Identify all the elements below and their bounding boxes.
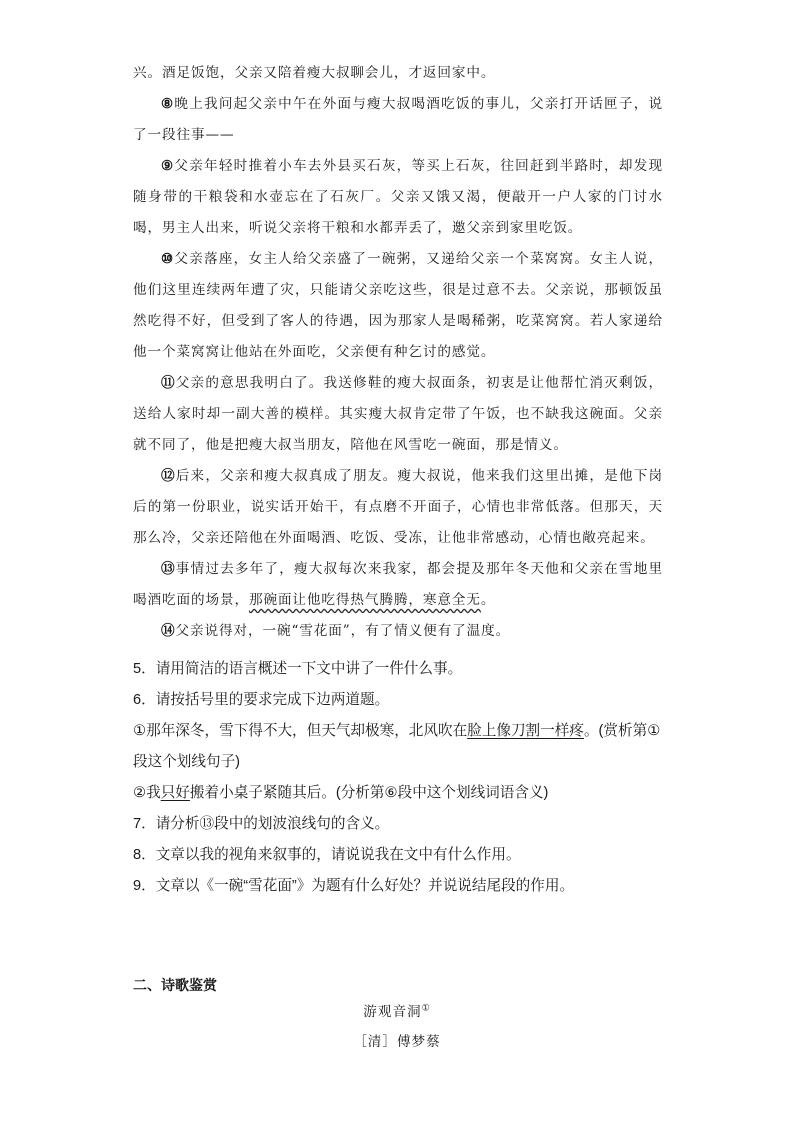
paragraph-10: ⑩父亲落座，女主人给父亲盛了一碗粥，又递给父亲一个菜窝窝。女主人说，他们这里连续两年遭了灾，只能请父亲吃这些，很是过意不去。父亲说，那顿饭虽然吃得不好，但受到了客人的待遇，因为那家人是喝稀粥，吃菜窝窝。若人家递给他一个菜窝窝让他站在外面吃，父亲便有种乞讨的感觉。 [133, 251, 664, 360]
questions-block [133, 654, 673, 902]
question-6-1: ①那年深冬，雪下得不大，但天气却极寒，北风吹在脸上像刀割一样疼。(赏析第①段这个划线句子) [133, 723, 661, 770]
question-5: 5．请用简洁的语言概述一下文中讲了一件什么事。 [133, 661, 463, 677]
story-passage [133, 58, 663, 647]
paragraph-12: ⑫后来，父亲和瘦大叔真成了朋友。瘦大叔说，他来我们这里出摊，是他下岗后的第一份职业，说实话开始干，有点磨不开面子，心情也非常低落。但那天，天那么冷，父亲还陪他在外面喝酒、吃饭、受冻，让他非常感动，心情也敞亮起来。 [133, 468, 663, 546]
question-6-2: ②我只好搬着小桌子紧随其后。(分析第⑥段中这个划线词语含义) [133, 785, 549, 801]
poem-author: ［清］傅梦蔡 [353, 1034, 441, 1050]
paragraph-14: ⑭父亲说得对，一碗“雪花面”，有了情义便有了温度。 [161, 623, 511, 639]
question-7: 7．请分析⑬段中的划波浪线句的含义。 [133, 816, 390, 832]
poem-title: 游观音洞① [363, 1003, 431, 1020]
paragraph-9: ⑨父亲年轻时推着小车去外县买石灰，等买上石灰，往回赶到半路时，却发现随身带的干粮袋和水壶忘在了石灰厂。父亲又饿又渴，便敲开一户人家的门讨水喝，男主人出来，听说父亲将干粮和水都弄丢了，邀父亲到家里吃饭。 [133, 158, 664, 236]
poem-footnote-marker: ① [421, 1003, 431, 1014]
section-heading: 二、诗歌鉴赏 [133, 977, 217, 993]
wavy-underlined-sentence: 那碗面让他吃得热气腾腾，寒意全无 [248, 592, 481, 608]
underlined-phrase: 脸上像刀割一样疼 [467, 723, 584, 739]
underlined-word: 只好 [160, 785, 190, 801]
question-6: 6．请按括号里的要求完成下边两道题。 [133, 692, 390, 708]
paragraph-11: ⑪父亲的意思我明白了。我送修鞋的瘦大叔面条，初衷是让他帮忙消灭剩饭，送给人家时却一副大善的模样。其实瘦大叔肯定带了午饭，也不缺我这碗面。父亲就不同了，他是把瘦大叔当朋友，陪他在风雪吃一碗面，那是情义。 [133, 375, 663, 453]
question-9: 9．文章以《一碗“雪花面”》为题有什么好处？并说说结尾段的作用。 [133, 878, 575, 894]
paragraph-8: ⑧晚上我问起父亲中午在外面与瘦大叔喝酒吃饭的事儿，父亲打开话匣子，说了一段往事—— [133, 96, 664, 143]
question-8: 8．文章以我的视角来叙事的，请说说我在文中有什么作用。 [133, 847, 521, 863]
paragraph-7-tail: 兴。酒足饭饱，父亲又陪着瘦大叔聊会儿，才返回家中。 [133, 65, 496, 81]
paragraph-13: ⑬事情过去多年了，瘦大叔每次来我家，都会提及那年冬天他和父亲在雪地里喝酒吃面的场景，那碗面让他吃得热气腾腾，寒意全无。 [133, 561, 663, 608]
